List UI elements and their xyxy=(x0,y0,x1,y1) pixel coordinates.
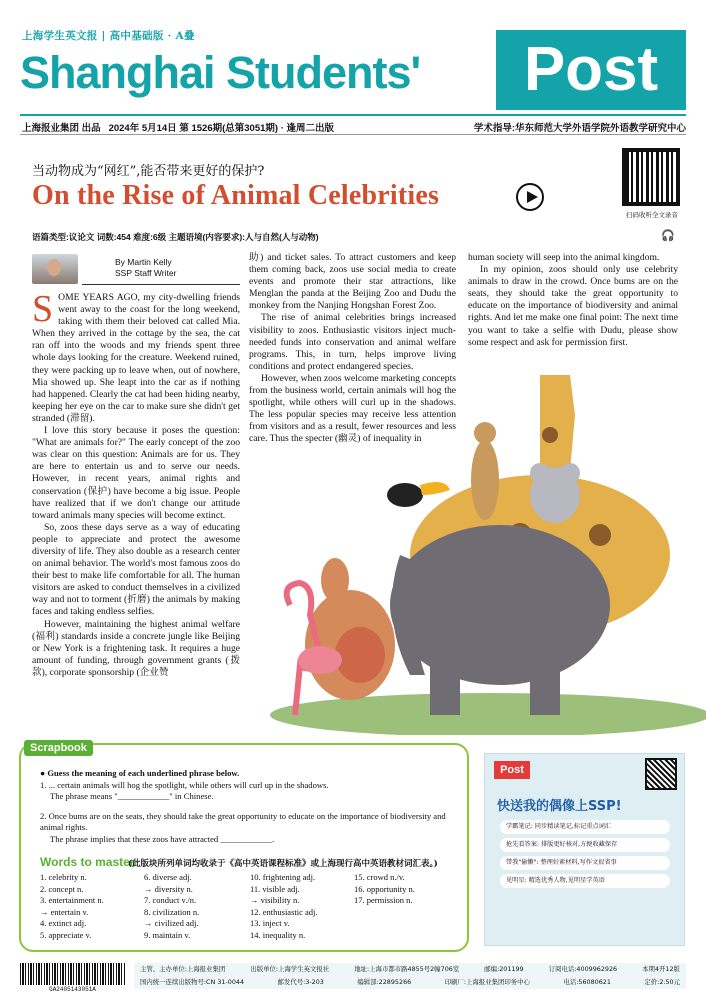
word-item: 12. enthusiastic adj. xyxy=(250,906,318,917)
question-1-blank: The phrase means "____________" in Chinese. xyxy=(50,791,214,801)
footer-line-2 xyxy=(140,976,686,989)
ad-row: 学霸笔记: 同步精读笔记,标记重点词汇 xyxy=(500,820,670,834)
word-item: 6. diverse adj. xyxy=(144,872,192,882)
question-2: 2. Once bums are on the seats, they should take the great opportunity to educate on the importance of biodiversity and animal rights. xyxy=(40,810,446,832)
word-item: 7. conduct v./n. xyxy=(144,895,197,905)
publication-info xyxy=(134,963,686,989)
footer-line-1 xyxy=(140,963,686,976)
koala-illustration xyxy=(530,463,580,523)
barcode-number: GA2405143051A xyxy=(49,986,96,993)
word-item: 15. crowd n./v. xyxy=(354,872,405,882)
paragraph: However, maintaining the highest animal welfare (福利) standards inside a concrete jungle like Beijing or New York is a frightening task. It requires a huge amount of funding, through government grants (拨款), corporate sponsorship (企业赞 xyxy=(32,618,240,678)
article-column-1 xyxy=(32,288,240,679)
word-item xyxy=(354,918,454,930)
footer-item: 邮发代号:3-203 xyxy=(277,978,324,986)
footer-item: 印刷厂:上海报业集团印务中心 xyxy=(444,978,530,986)
word-item: 5. appreciate v. xyxy=(40,929,92,940)
footer-item: 本期4开12版 xyxy=(642,965,680,973)
issue-date: 2024年 5月14日 第 1526期(总第3051期) · 逢周二出版 xyxy=(108,123,335,134)
headline: On the Rise of Animal Celebrities xyxy=(32,180,440,211)
question-1: 1. ... certain animals will hog the spotlight, while others will curl up in the shadows. xyxy=(40,779,329,790)
scrapbook-content xyxy=(40,768,468,845)
ad-title: 快送我的偶像上SSP! xyxy=(497,799,622,814)
drop-cap: S xyxy=(32,288,54,330)
words-to-master-note: (此版块所列单词均收录于《高中英语课程标准》或上海现行高中英语教材词汇表。) xyxy=(128,859,438,869)
word-item: 2. concept n. xyxy=(40,883,84,894)
word-item: → civilized adj. xyxy=(144,918,199,928)
footer-item: 地址:上海市都市路4855号2幢706室 xyxy=(354,965,460,973)
kicker: 当动物成为“网红”,能否带来更好的保护? xyxy=(32,164,265,179)
masthead-divider xyxy=(20,114,686,116)
brand-post-logo: Post xyxy=(496,30,686,110)
issue-info xyxy=(22,120,334,134)
masthead-bottom-divider xyxy=(20,134,686,135)
word-item: 9. maintain v. xyxy=(144,929,191,940)
word-item: → visibility n. xyxy=(250,895,300,905)
animal-illustration xyxy=(240,355,706,735)
word-item: 11. visible adj. xyxy=(250,883,300,894)
word-item: → diversity n. xyxy=(144,883,193,894)
paragraph: human society will seep into the animal kingdom. xyxy=(468,252,660,263)
word-item: 1. celebrity n. xyxy=(40,872,87,882)
series-label: 上海学生英文报 | 高中基础版 · A叠 xyxy=(22,30,195,42)
paragraph: OME YEARS AGO, my city-dwelling friends went away to the coast for the long weekend, taking with them their beloved cat called Mia. When they arrived in the cottage by the sea, the cat ran off into the woods and my friends spent three whole days looking for the creature. Weekend ruined, they were packing up to leave when, out of nowhere, Mia showed up. She leapt into the car as if nothing had happened. Clearly the cat had been hiding nearby, keeping her eye on the car to make sure she didn't get stranded (滞留). xyxy=(32,292,240,424)
paragraph: I love this story because it poses the question: "What are animals for?" The early concept of the zoo was clear on this question: Animals are for us. They are here to entertain us and to serve our needs. However, in recent years, animal rights and conservation (保护) have become a big issue. People have realized that if we don't change our attitude toward animals many species will become extinct. xyxy=(32,425,240,521)
word-item: 10. frightening adj. xyxy=(250,872,316,882)
footer-item: 订阅电话:4009962926 xyxy=(548,965,618,973)
paragraph: So, zoos these days serve as a way of educating people to appreciate and protect the awesome diversity of life. They also double as a research center on animal behavior. The world's most famous zoos do their best to make life comfortable for all. The human visitors are asked to conduct themselves in a civilized way and not to torment (折磨) the animals by making faces and taking endless selfies. xyxy=(32,521,240,618)
footer-item: 编辑部:22895266 xyxy=(357,978,412,986)
footer-item: 定价:2.50元 xyxy=(644,978,680,986)
word-list xyxy=(40,872,460,941)
byline-rule xyxy=(82,284,240,285)
question-2-blank: The phrase implies that these zoos have attracted ____________. xyxy=(50,833,275,844)
footer-item: 邮编:201199 xyxy=(484,965,524,973)
meerkat-illustration xyxy=(471,422,499,520)
elephant-illustration xyxy=(390,525,610,715)
byline-role: SSP Staff Writer xyxy=(115,268,177,278)
barcode-icon xyxy=(20,963,125,985)
paragraph: 助) and ticket sales. To attract customers and keep them coming back, zoos use social media to create events and promote their star attractions, like Menglan the panda at the Beijing Zoo and Dudu the monkey from the Nanjing Hongshan Forest Zoo. xyxy=(249,252,456,312)
publisher: 上海报业集团 出品 xyxy=(22,123,101,134)
word-item xyxy=(354,907,454,919)
paragraph: In my opinion, zoos should only use celebrity animals to draw in the crowd. Once bums are on the seats, they should take the great opportunity to educate on the importance of biodiversity and animal rights. And let me make one final point: The next time you want to take a selfie with Dudu, please show some respect and ask for permission first. xyxy=(468,264,678,348)
footer-item: 出版单位:上海学生英文报社 xyxy=(250,965,330,973)
ad-row: 见明星: 精选优秀人物,见明星学英语 xyxy=(500,874,670,888)
scrapbook-tab: Scrapbook xyxy=(24,740,93,756)
article-column-3 xyxy=(468,252,678,349)
qr-code-icon[interactable] xyxy=(622,148,680,206)
word-item: 16. opportunity n. xyxy=(354,883,415,894)
byline-name: By Martin Kelly xyxy=(115,257,172,267)
word-item: 8. civilization n. xyxy=(144,906,200,917)
play-audio-icon[interactable] xyxy=(516,183,544,211)
article-meta: 语篇类型:议论文 词数:454 难度:6级 主题语境(内容要求):人与自然(人与动物) xyxy=(32,232,319,242)
ad-row: 带我"偷懒": 整理好素材料,写作文很省事 xyxy=(500,856,670,870)
author-avatar xyxy=(32,254,78,284)
issue-line xyxy=(22,120,686,134)
byline xyxy=(115,257,176,279)
word-item xyxy=(354,930,454,942)
words-to-master-title: Words to master xyxy=(40,855,135,869)
paragraph: However, when zoos welcome marketing concepts from the business world, certain animals will hog the spotlight, while others will curl up in the shadows. The less popular species may receive less attention from visitors and as a result, fewer resources and less care. Thus the specter (幽灵) of inequality in xyxy=(249,372,456,445)
toucan-illustration xyxy=(387,482,450,507)
footer-item: 电话:56080621 xyxy=(563,978,611,986)
word-item: 17. permission n. xyxy=(354,895,413,905)
word-item: 3. entertainment n. xyxy=(40,895,104,905)
qr-label: 扫码收听全文录音 xyxy=(626,212,678,219)
footer-item: 国内统一连续出版物号:CN 31-0044 xyxy=(140,978,245,986)
brand-title: Shanghai Students' xyxy=(20,47,421,98)
word-item: → entertain v. xyxy=(40,906,89,917)
word-item: 14. inequality n. xyxy=(250,929,306,940)
scrapbook-task: ● Guess the meaning of each underlined phrase below. xyxy=(40,768,240,778)
ad-qr-code-icon[interactable] xyxy=(645,758,677,790)
guidance: 学术指导:华东师范大学外语学院外语教学研究中心 xyxy=(473,123,686,134)
footer-item: 主管、主办单位:上海报业集团 xyxy=(140,965,226,973)
headphones-icon[interactable]: 🎧 xyxy=(661,229,675,242)
ad-logo: Post xyxy=(494,761,530,779)
word-item: 13. inject v. xyxy=(250,918,290,928)
paragraph: The rise of animal celebrities brings increased visibility to zoos. Enthusiastic visitors inject much-needed funds into conservation and animal welfare programs. This, in turn, helps improve living conditions and protect endangered species. xyxy=(249,312,456,372)
ad-row: 抢先看答案: 排版更好核对,方便收藏保存 xyxy=(500,838,670,852)
word-item: 4. extinct adj. xyxy=(40,918,87,928)
grass-ground xyxy=(270,693,706,735)
kangaroo-illustration xyxy=(305,558,395,700)
